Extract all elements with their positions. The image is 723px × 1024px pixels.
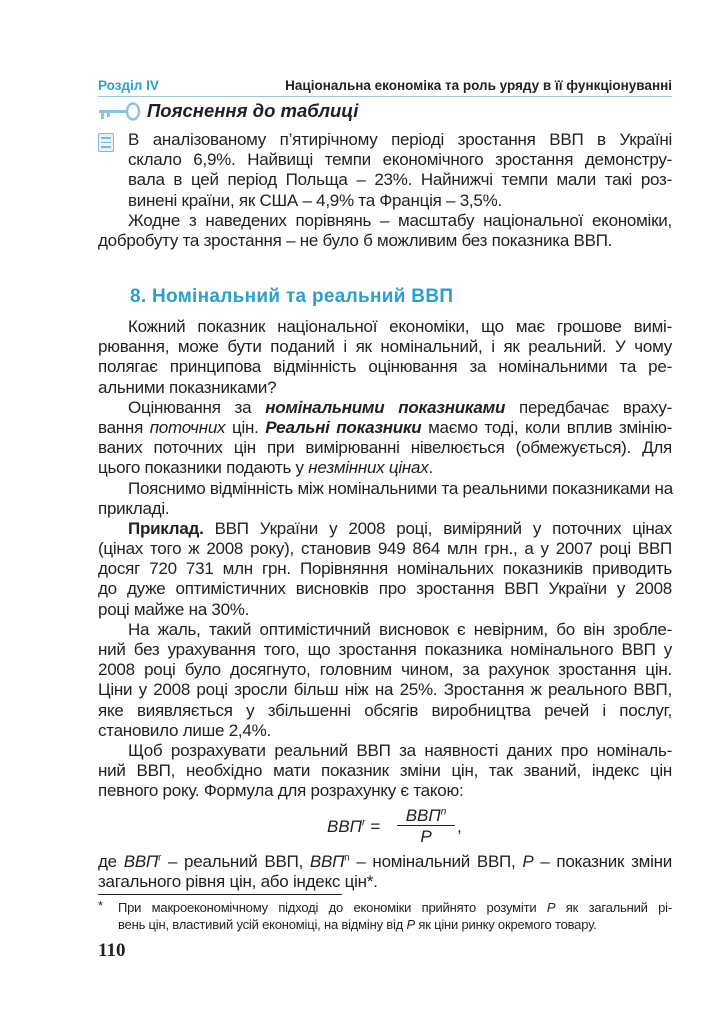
section-body — [98, 317, 672, 802]
text-segment: Жодне з наведених порівнянь – масштабу національної економіки, — [128, 210, 672, 230]
page-number: 110 — [98, 940, 126, 961]
text-line — [98, 231, 672, 251]
formula-denominator: P — [420, 827, 432, 846]
text-line — [98, 579, 672, 599]
emphasized-term: номінальними показниками — [265, 397, 506, 417]
text-segment: – номінальний ВВП, — [349, 852, 523, 871]
italic-text: P — [522, 852, 534, 871]
num-text: ВВП — [405, 806, 441, 825]
text-line — [98, 211, 672, 231]
superscript: n — [344, 852, 350, 864]
text-segment: маємо тоді, коли вплив змінію- — [421, 417, 672, 437]
formula-explanation — [98, 852, 672, 892]
text-line — [98, 499, 672, 519]
text-segment: альними показниками? — [98, 377, 277, 397]
text-line — [98, 852, 672, 872]
text-segment: як ціни ринку окремого товару. — [414, 917, 597, 932]
text-line — [98, 916, 672, 933]
running-header — [98, 78, 672, 97]
text-line — [98, 191, 672, 211]
text-line — [98, 741, 672, 761]
formula — [327, 806, 467, 848]
formula-fraction — [397, 806, 455, 847]
key-icon — [98, 102, 142, 122]
text-segment: винені країни, як США – 4,9% та Франція – 3,5%. — [128, 190, 502, 210]
text-line — [98, 357, 672, 377]
text-line — [98, 600, 672, 620]
text-line — [98, 519, 672, 539]
italic-text: ВВП — [309, 852, 345, 871]
text-line — [98, 170, 672, 190]
text-line — [98, 317, 672, 337]
text-segment: При макроекономічному підході до економіки прийнято розуміти — [118, 900, 547, 915]
italic-text: незмінних цінах — [308, 458, 429, 478]
text-line — [98, 701, 672, 721]
paragraph — [98, 852, 672, 892]
section-label: Розділ IV — [98, 78, 159, 93]
text-segment: як загальний рі- — [555, 900, 672, 915]
text-segment: цін. — [225, 417, 266, 437]
text-line — [98, 398, 672, 418]
paragraph — [98, 130, 672, 211]
footnote-text — [98, 899, 672, 933]
text-segment: полягає принципова відмінність оцінювання за номінальними та ре- — [98, 357, 672, 377]
text-segment: яке виявляється у збільшенні обсягів виробництва речей і послуг, — [98, 700, 672, 720]
italic-text: P — [406, 917, 415, 932]
text-segment: де — [98, 852, 124, 871]
text-segment: Оцінювання за — [128, 397, 266, 417]
text-line — [98, 640, 672, 660]
paragraph — [98, 620, 672, 741]
formula-comma: , — [457, 817, 462, 836]
text-segment: Кожний показник національної економіки, що має грошове вимі- — [128, 317, 672, 336]
text-segment: становило лише 2,4%. — [98, 720, 271, 740]
explanation-title: Пояснення до таблиці — [147, 100, 359, 121]
text-segment: до дуже оптимістичних висновків про зростання ВВП України у 2008 — [98, 579, 672, 599]
footnote — [98, 899, 672, 933]
text-segment: ваних поточних цін при вимірюванні нівелюється (обмежується). Для — [98, 438, 672, 458]
paragraph — [98, 317, 672, 398]
text-segment: склало 6,9%. Найвищі темпи економічного зростання демонстру- — [128, 150, 672, 170]
text-line — [98, 337, 672, 357]
explanation-text — [98, 130, 672, 251]
formula-numerator — [397, 806, 455, 826]
text-segment: В аналізованому п’ятирічному періоді зростання ВВП в Україні — [128, 130, 672, 149]
text-line — [98, 872, 672, 892]
footnote-marker: * — [98, 898, 103, 913]
text-segment: вень цін, властивий усій економіці, на відміну від — [118, 917, 407, 932]
text-segment: Ціни у 2008 році зросли більш ніж на 25%. Зростання ж реального ВВП, — [98, 680, 672, 700]
text-segment: (цінах того ж 2008 року), становив 949 864 млн грн., а у 2007 році ВВП — [98, 539, 672, 559]
text-line — [98, 559, 672, 579]
num-sup: n — [440, 806, 447, 818]
text-segment: цього показники подають у — [98, 458, 309, 478]
text-segment: передбачає враху- — [505, 397, 673, 417]
text-segment: ний ВВП, необхідно мати показник зміни цін, так званий, індекс цін — [98, 761, 672, 781]
text-line — [98, 418, 672, 438]
running-title: Національна економіка та роль уряду в її функціонуванні — [285, 78, 672, 93]
text-segment: досяг 720 731 млн грн. Порівняння номінальних показників приводить — [98, 559, 672, 579]
paragraph — [98, 741, 672, 802]
text-segment: На жаль, такий оптимістичний висновок є невірним, бо він зробле- — [128, 619, 672, 639]
section-heading: 8. Номінальний та реальний ВВП — [130, 286, 454, 307]
italic-text: P — [546, 900, 556, 915]
text-segment: загального рівня цін, або індекс цін*. — [98, 872, 378, 892]
text-segment: прикладі. — [98, 498, 170, 518]
formula-left-side — [327, 817, 380, 837]
text-segment: Щоб розрахувати реальний ВВП за наявності даних про номіналь- — [128, 740, 672, 760]
formula-lhs-sup: r — [362, 817, 366, 829]
text-segment: – реальний ВВП, — [161, 852, 310, 871]
superscript: r — [158, 852, 162, 864]
emphasized-term: Реальні показники — [265, 417, 422, 437]
text-line — [98, 378, 672, 398]
paragraph — [98, 398, 672, 479]
paragraph — [98, 211, 672, 251]
text-line — [98, 660, 672, 680]
text-segment: рювання, може бути поданий і як номінальний, і як реальний. У чому — [98, 337, 672, 357]
text-line — [98, 899, 672, 916]
text-segment: Пояснимо відмінність між номінальними та реальними показниками на — [128, 478, 673, 498]
text-segment: – показник зміни — [533, 852, 672, 871]
text-segment: році майже на 30%. — [98, 599, 250, 619]
emphasized-term: Приклад. — [128, 518, 204, 538]
text-segment: вала в цей період Польща – 23%. Найнижчі темпи мали такі роз- — [128, 170, 672, 190]
text-line — [98, 620, 672, 640]
text-line — [98, 721, 672, 741]
text-line — [98, 781, 672, 801]
text-line — [98, 150, 672, 170]
text-line — [98, 438, 672, 458]
italic-text: поточних — [149, 417, 226, 437]
text-segment: вання — [98, 417, 150, 437]
italic-text: ВВП — [123, 852, 158, 871]
text-segment: . — [428, 458, 433, 478]
text-line — [98, 680, 672, 700]
text-segment: добробуту та зростання – не було б можливим без показника ВВП. — [98, 230, 613, 250]
text-line — [98, 130, 672, 150]
text-line — [98, 458, 672, 478]
text-segment: ний без урахування того, що зростання показника номінального ВВП у — [98, 640, 672, 659]
footnote-divider — [98, 894, 342, 895]
paragraph — [98, 519, 672, 620]
formula-lhs: ВВП — [327, 817, 362, 836]
text-segment: 2008 році було досягнуто, головним чином, за рахунок зростання цін. — [98, 660, 672, 680]
formula-eq: = — [365, 817, 380, 836]
text-segment: певного року. Формула для розрахунку є такою: — [98, 781, 464, 801]
text-line — [98, 539, 672, 559]
text-segment: ВВП України у 2008 році, виміряний у поточних цінах — [203, 518, 672, 538]
text-line — [98, 479, 672, 499]
text-line — [98, 761, 672, 781]
paragraph — [98, 479, 672, 519]
